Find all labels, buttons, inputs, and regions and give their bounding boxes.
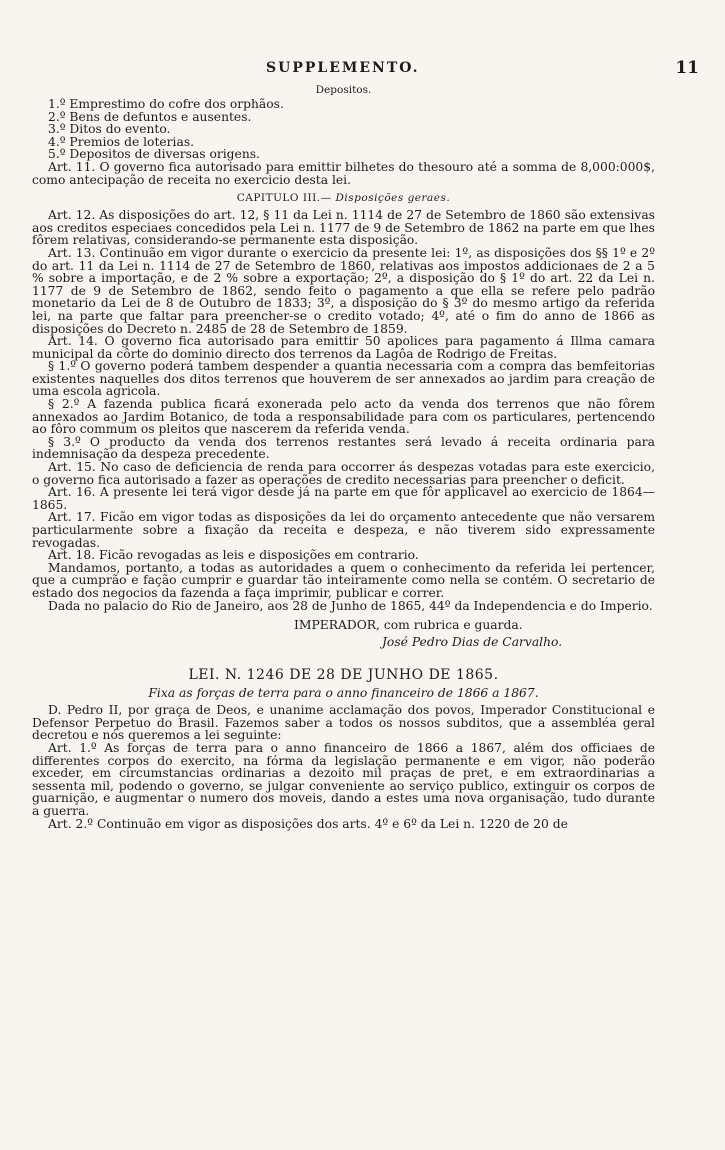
paragraph: Art. 12. As disposições do art. 12, § 11 da Lei n. 1114 de 27 de Setembro de 1860 são extensivas aos creditos especiaes concedidos pela Lei n. 1177 de 9 de Setembro de 1862 na parte em que lhes fôrem relativas, considerando-se permanente esta disposição. (32, 208, 655, 248)
paragraph: Art. 17. Ficão em vigor todas as disposições da lei do orçamento antecedente que não versarem particularmente sobre a fixação da receita e despeza, e não tiverem sido expressamente revogadas. (32, 510, 655, 550)
paragraph: Mandamos, portanto, a todas as autoridades a quem o conhecimento da referida lei pertencer, que a cumprão e fação cumprir e guardar tão inteiramente como nella se contém. O secretario de estado dos negocios da fazenda a faça imprimir, publicar e correr. (32, 560, 655, 600)
paragraph: Art. 13. Continuão em vigor durante o exercicio da presente lei: 1º, as disposições dos §§ 1º e 2º do art. 11 da Lei n. 1114 de 27 de Setembro de 1860, relativas aos impostos addicionaes de 2 a 5 % sobre a importação, e de 2 % sobre a exportação; 2º, a disposição do § 1º do art. 22 da Lei n. 1177 de 9 de Setembro de 1862, sendo feito o pagamento a que ella se refere pelo padrão monetario da Lei de 8 de Outubro de 1833; 3º, a disposição do § 3º do mesmo artigo da referida lei, na parte que faltar para preencher-se o credito votado; 4º, até o fim do anno de 1866 as disposições do Decreto n. 2485 de 28 de Setembro de 1859. (32, 245, 655, 336)
paragraph: § 3.º O producto da venda dos terrenos restantes será levado á receita ordinaria para indemnisação da despeza precedente. (32, 434, 655, 462)
paragraph: Dada no palacio do Rio de Janeiro, aos 28 de Junho de 1865, 44º da Independencia e do Imperio. (48, 598, 653, 613)
chapter-title: Disposições geraes. (335, 192, 451, 205)
paragraph: § 1.º O governo poderá tambem despender a quantia necessaria com a compra das bemfeitorias existentes naquelles dos ditos terrenos que houverem de ser annexados ao jardim para creação de uma escola agricola. (32, 359, 655, 399)
paragraph: Art. 18. Ficão revogadas as leis e disposições em contrario. (48, 548, 419, 563)
chapter-heading (32, 192, 655, 204)
minister-signature: José Pedro Dias de Carvalho. (382, 635, 563, 650)
list-item: 1.º Emprestimo do cofre dos orphãos. (48, 97, 284, 111)
paragraph: Art. 2.º Continuão em vigor as disposições dos arts. 4º e 6º da Lei n. 1220 de 20 de (48, 816, 568, 831)
emperor-signature: IMPERADOR, com rubrica e guarda. (294, 618, 523, 633)
law-subtitle: Fixa as forças de terra para o anno financeiro de 1866 a 1867. (148, 686, 539, 701)
signature-block (32, 617, 655, 651)
list-item: 3.º Ditos do evento. (48, 122, 171, 137)
list-item: 2.º Bens de defuntos e ausentes. (48, 109, 252, 124)
page-number: 11 (675, 58, 699, 78)
body-text (32, 209, 655, 612)
section-heading: Depositos. (315, 84, 372, 96)
law-body (32, 704, 655, 830)
paragraph: Art. 16. A presente lei terá vigor desde já na parte em que fôr applicavel ao exercicio de 1864—1865. (32, 485, 655, 512)
paragraph: Art. 14. O governo fica autorisado para emittir 50 apolices para pagamento á Illma camara municipal da côrte do dominio directo dos terrenos da Lagôa de Rodrigo de Freitas. (32, 334, 655, 361)
law-title: LEI. N. 1246 DE 28 DE JUNHO DE 1865. (188, 667, 499, 684)
list-item: 5.º Depositos de diversas origens. (48, 147, 260, 162)
paragraph: D. Pedro II, por graça de Deos, e unanime acclamação dos povos, Imperador Constitucional e Defensor Perpetuo do Brasil. Fazemos saber a todos os nossos subditos, que a assembléa geral decretou e nós queremos a lei seguinte: (32, 703, 655, 743)
paragraph: Art. 15. No caso de deficiencia de renda para occorrer ás despezas votadas para este exercicio, o governo fica autorisado a fazer as operações de credito necessarias para preencher o deficit. (32, 460, 655, 487)
paragraph: § 2.º A fazenda publica ficará exonerada pelo acto da venda dos terrenos que não fôrem annexados ao Jardim Botanico, de toda a responsabilidade para com os particulares, pertencendo ao fôro commum os pleitos que nascerem da referida venda. (32, 397, 655, 437)
deposit-list (32, 98, 655, 161)
article-paragraph: Art. 11. O governo fica autorisado para emittir bilhetes do thesouro até a somma de 8,000:000$, como antecipação de receita no exercicio desta lei. (32, 159, 655, 187)
list-item: 4.º Premios de loterias. (48, 134, 195, 149)
page-header (32, 58, 699, 82)
running-title: SUPPLEMENTO. (266, 60, 420, 76)
chapter-label: CAPITULO III.— (236, 192, 332, 205)
paragraph: Art. 1.º As forças de terra para o anno financeiro de 1866 a 1867, além dos officiaes de differentes corpos do exercito, na fórma da legislação permanente e em vigor, não poderão exceder, em circumstancias ordinarias a dezoito mil praças de pret, e em extraordinarias a sessenta mil, podendo o governo, se julgar conveniente ao serviço publico, extinguir os corpos de guarnição, e augmentar o numero dos moveis, dando a estes uma nova organisação, tudo durante a guerra. (32, 740, 655, 818)
